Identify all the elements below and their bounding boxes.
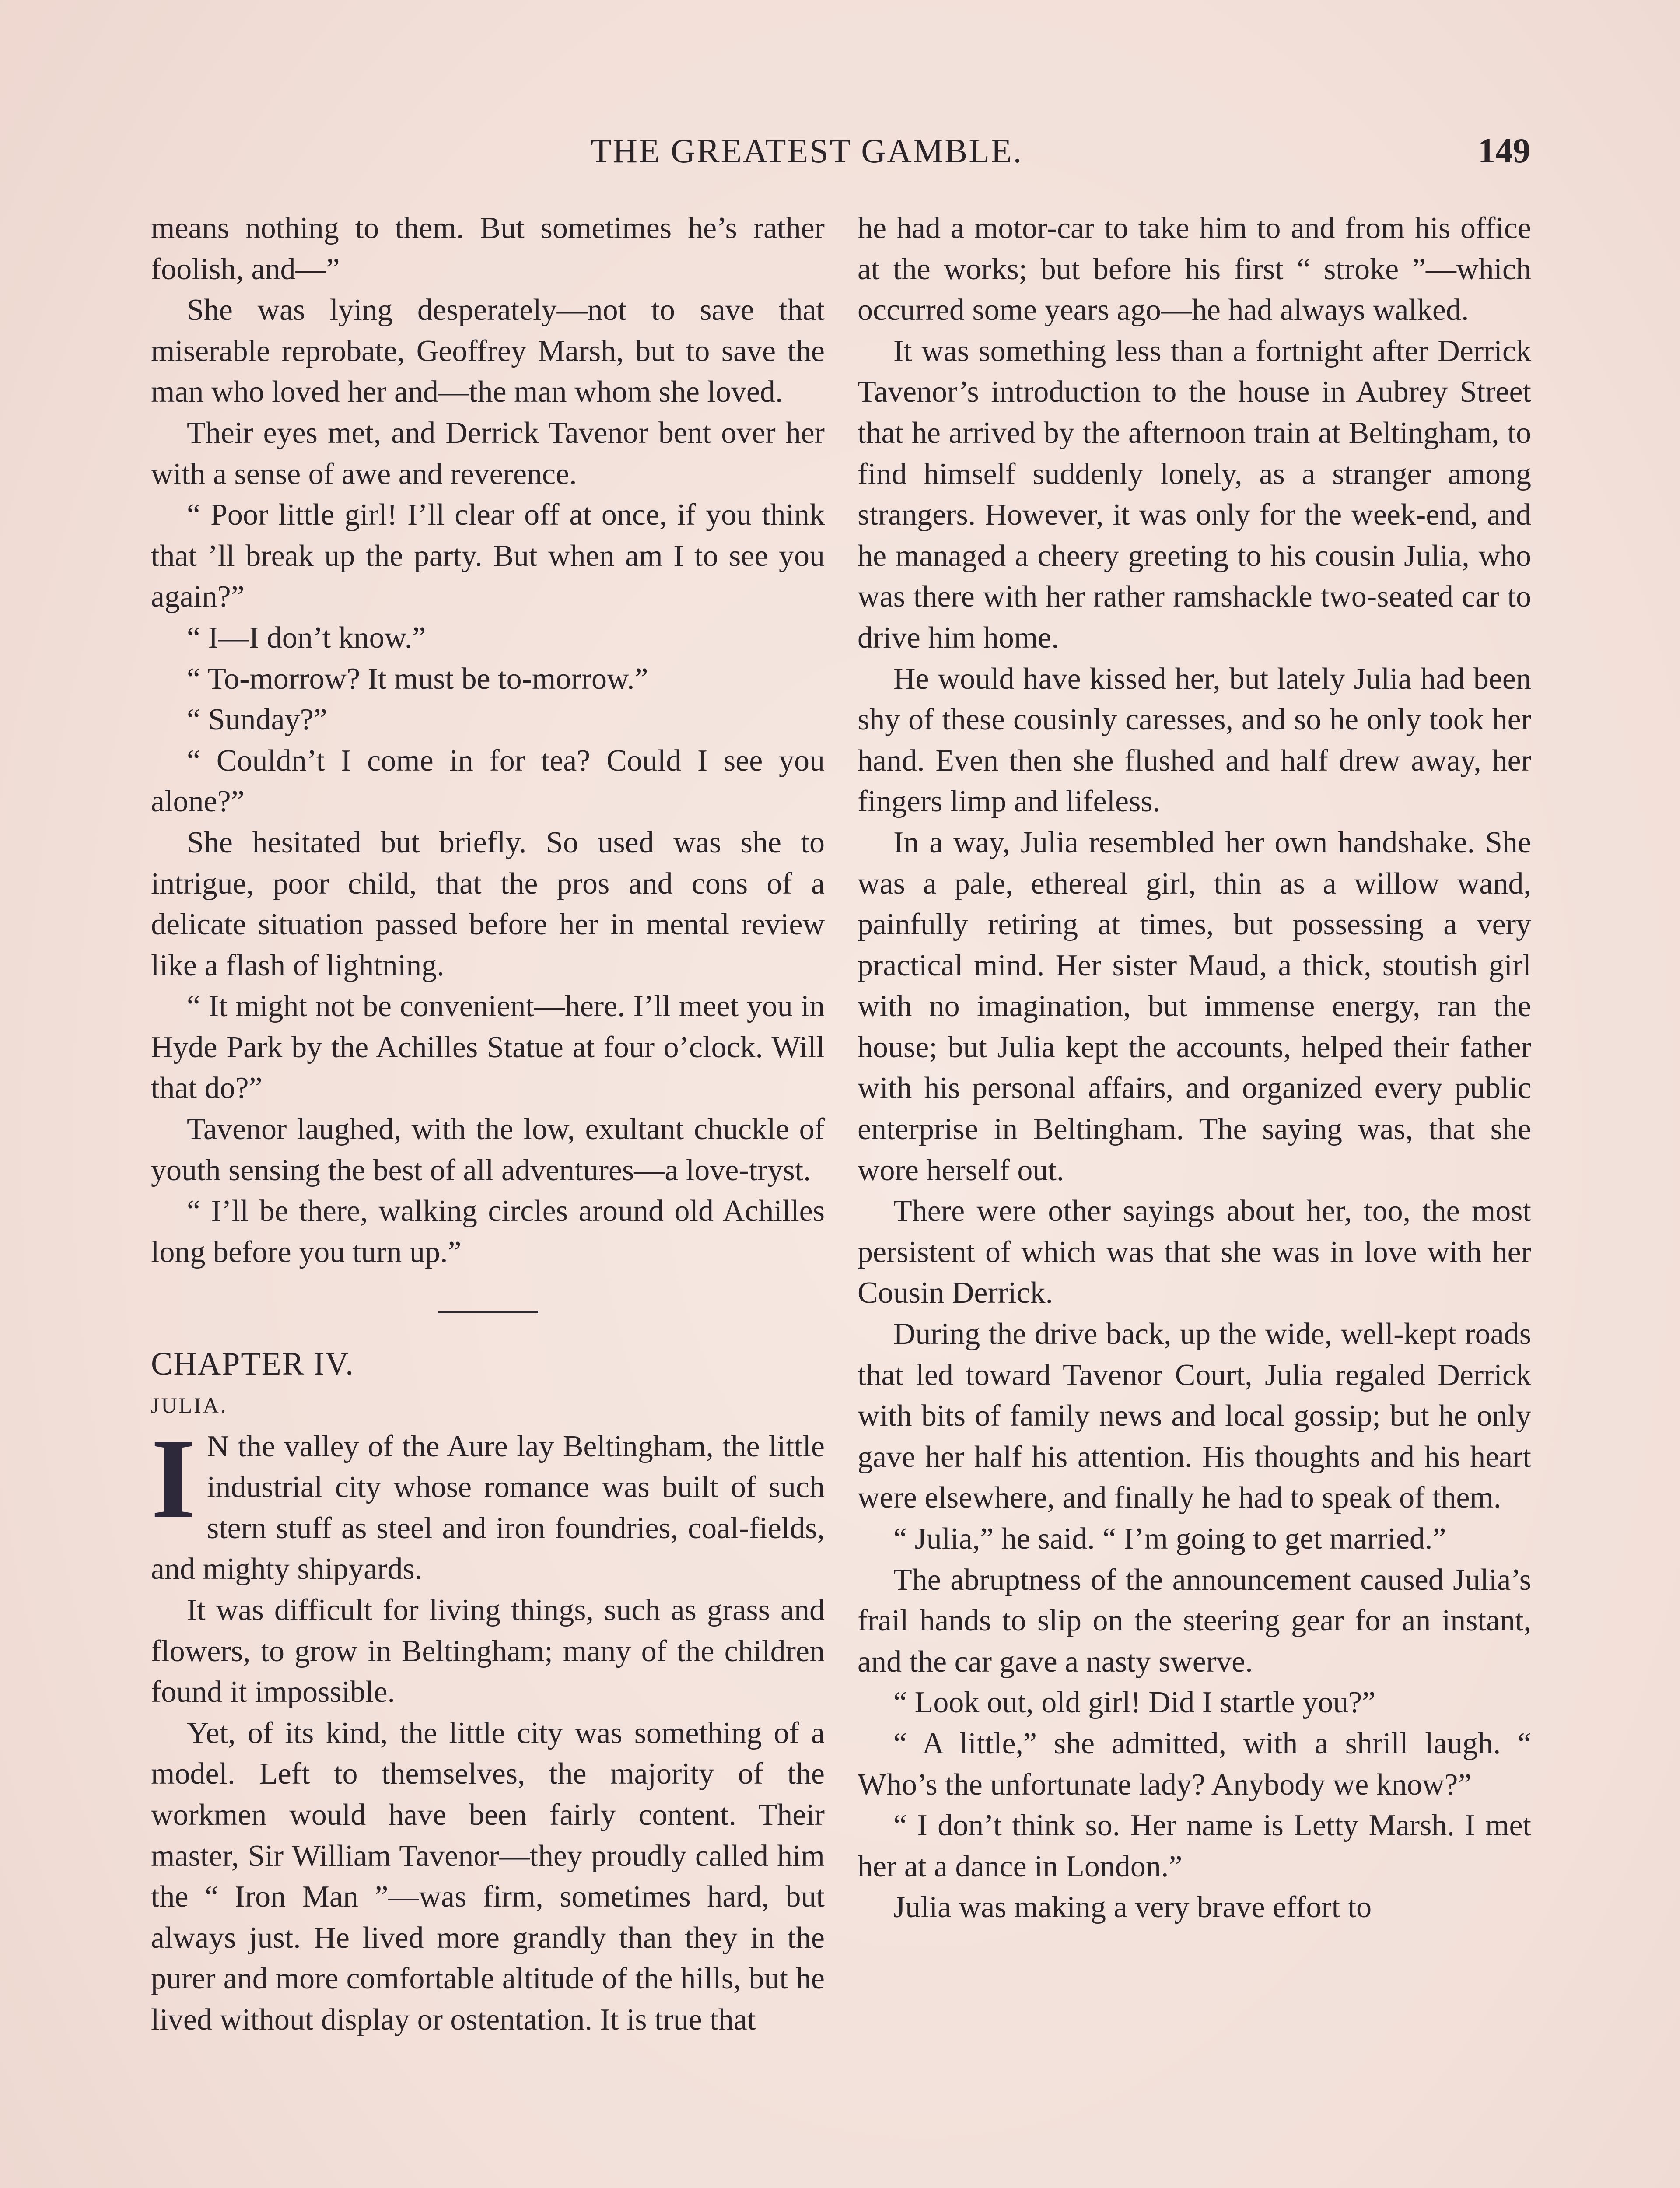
drop-cap: I xyxy=(151,1415,196,1542)
paragraph: She was lying desperately—not to save that miserable reprobate, Geoffrey Marsh, but to save the man who loved her and—the man whom she loved. xyxy=(151,293,825,409)
paragraph: She hesitated but briefly. So used was she to intrigue, poor child, that the pros and cons of a delicate situation passed before her in mental review like a flash of lightning. xyxy=(151,825,825,982)
paragraph: “ To-morrow? It must be to-morrow.” xyxy=(187,662,648,696)
paragraph: Their eyes met, and Derrick Tavenor bent over her with a sense of awe and reverence. xyxy=(151,416,825,491)
paragraph: “ I don’t think so. Her name is Letty Marsh. I met her at a dance in London.” xyxy=(858,1809,1531,1883)
paragraph: During the drive back, up the wide, well-kept roads that led toward Tavenor Court, Julia regaled Derrick with bits of family news and local gossip; but he only gave her half his attention. His thoughts and his heart were elsewhere, and finally he had to speak of them. xyxy=(858,1317,1531,1515)
chapter-opening-paragraph xyxy=(151,1415,825,1590)
page-number: 149 xyxy=(1478,132,1530,170)
paragraph: Tavenor laughed, with the low, exultant chuckle of youth sensing the best of all adventures—a love-tryst. xyxy=(151,1112,825,1187)
paragraph: It was difficult for living things, such as grass and flowers, to grow in Beltingham; many of the children found it impossible. xyxy=(151,1593,825,1709)
paragraph: “ Poor little girl! I’ll clear off at once, if you think that ’ll break up the party. But when am I to see you again?” xyxy=(151,498,825,614)
left-column xyxy=(151,208,825,2041)
paragraph: “ A little,” she admitted, with a shrill laugh. “ Who’s the unfortunate lady? Anybody we know?” xyxy=(858,1726,1531,1802)
paragraph: “ Sunday?” xyxy=(187,703,327,737)
paragraph: he had a motor-car to take him to and from his office at the works; but before his first “ stroke ”—which occurred some years ago—he had always walked. xyxy=(858,211,1531,327)
paragraph: There were other sayings about her, too, the most persistent of which was that she was in love with her Cousin Derrick. xyxy=(858,1194,1531,1310)
paragraph: In a way, Julia resembled her own handshake. She was a pale, ethereal girl, thin as a willow wand, painfully retiring at times, but possessing a very practical mind. Her sister Maud, a thick, stoutish girl with no imagination, but immense energy, ran the house; but Julia kept the accounts, helped their father with his personal affairs, and organized every public enterprise in Beltingham. The saying was, that she wore herself out. xyxy=(858,825,1531,1187)
paragraph: He would have kissed her, but lately Julia had been shy of these cousinly caresses, and so he only took her hand. Even then she flushed and half drew away, her fingers limp and lifeless. xyxy=(858,662,1531,819)
paragraph: “ I’ll be there, walking circles around old Achilles long before you turn up.” xyxy=(151,1194,825,1269)
chapter-subtitle: JULIA. xyxy=(151,1393,228,1418)
chapter-heading: CHAPTER IV. xyxy=(151,1346,354,1382)
paragraph: “ Look out, old girl! Did I startle you?” xyxy=(893,1686,1376,1720)
running-title: THE GREATEST GAMBLE. xyxy=(591,132,1023,170)
paragraph: “ It might not be convenient—here. I’ll meet you in Hyde Park by the Achilles Statue at four o’clock. Will that do?” xyxy=(151,989,825,1105)
running-head xyxy=(0,131,1680,179)
right-column xyxy=(858,208,1531,1928)
paragraph: The abruptness of the announcement caused Julia’s frail hands to slip on the steering gear for an instant, and the car gave a nasty swerve. xyxy=(858,1563,1531,1679)
paragraph: means nothing to them. But sometimes he’s rather foolish, and—” xyxy=(151,211,825,286)
paragraph: Yet, of its kind, the little city was something of a model. Left to themselves, the majority of the workmen would have been fairly content. Their master, Sir William Tavenor—they proudly called him the “ Iron Man ”—was firm, sometimes hard, but always just. He lived more grandly than they in the purer and more comfortable altitude of the hills, but he lived without display or ostentation. It is true that xyxy=(151,1716,825,2037)
paragraph: “ I—I don’t know.” xyxy=(187,621,426,655)
paragraph: “ Julia,” he said. “ I’m going to get married.” xyxy=(893,1522,1446,1556)
paragraph: “ Couldn’t I come in for tea? Could I see you alone?” xyxy=(151,743,825,819)
section-divider xyxy=(438,1311,538,1313)
paragraph: Julia was making a very brave effort to xyxy=(893,1890,1372,1925)
opening-text: N the valley of the Aure lay Beltingham, the little industrial city whose romance was built of such stern stuff as steel and iron foundries, coal-fields, and mighty shipyards. xyxy=(151,1429,825,1586)
paragraph: It was something less than a fortnight after Derrick Tavenor’s introduction to the house in Aubrey Street that he arrived by the afternoon train at Beltingham, to find himself suddenly lonely, as a stranger among strangers. However, it was only for the week-end, and he managed a cheery greeting to his cousin Julia, who was there with her rather ramshackle two-seated car to drive him home. xyxy=(858,334,1531,655)
